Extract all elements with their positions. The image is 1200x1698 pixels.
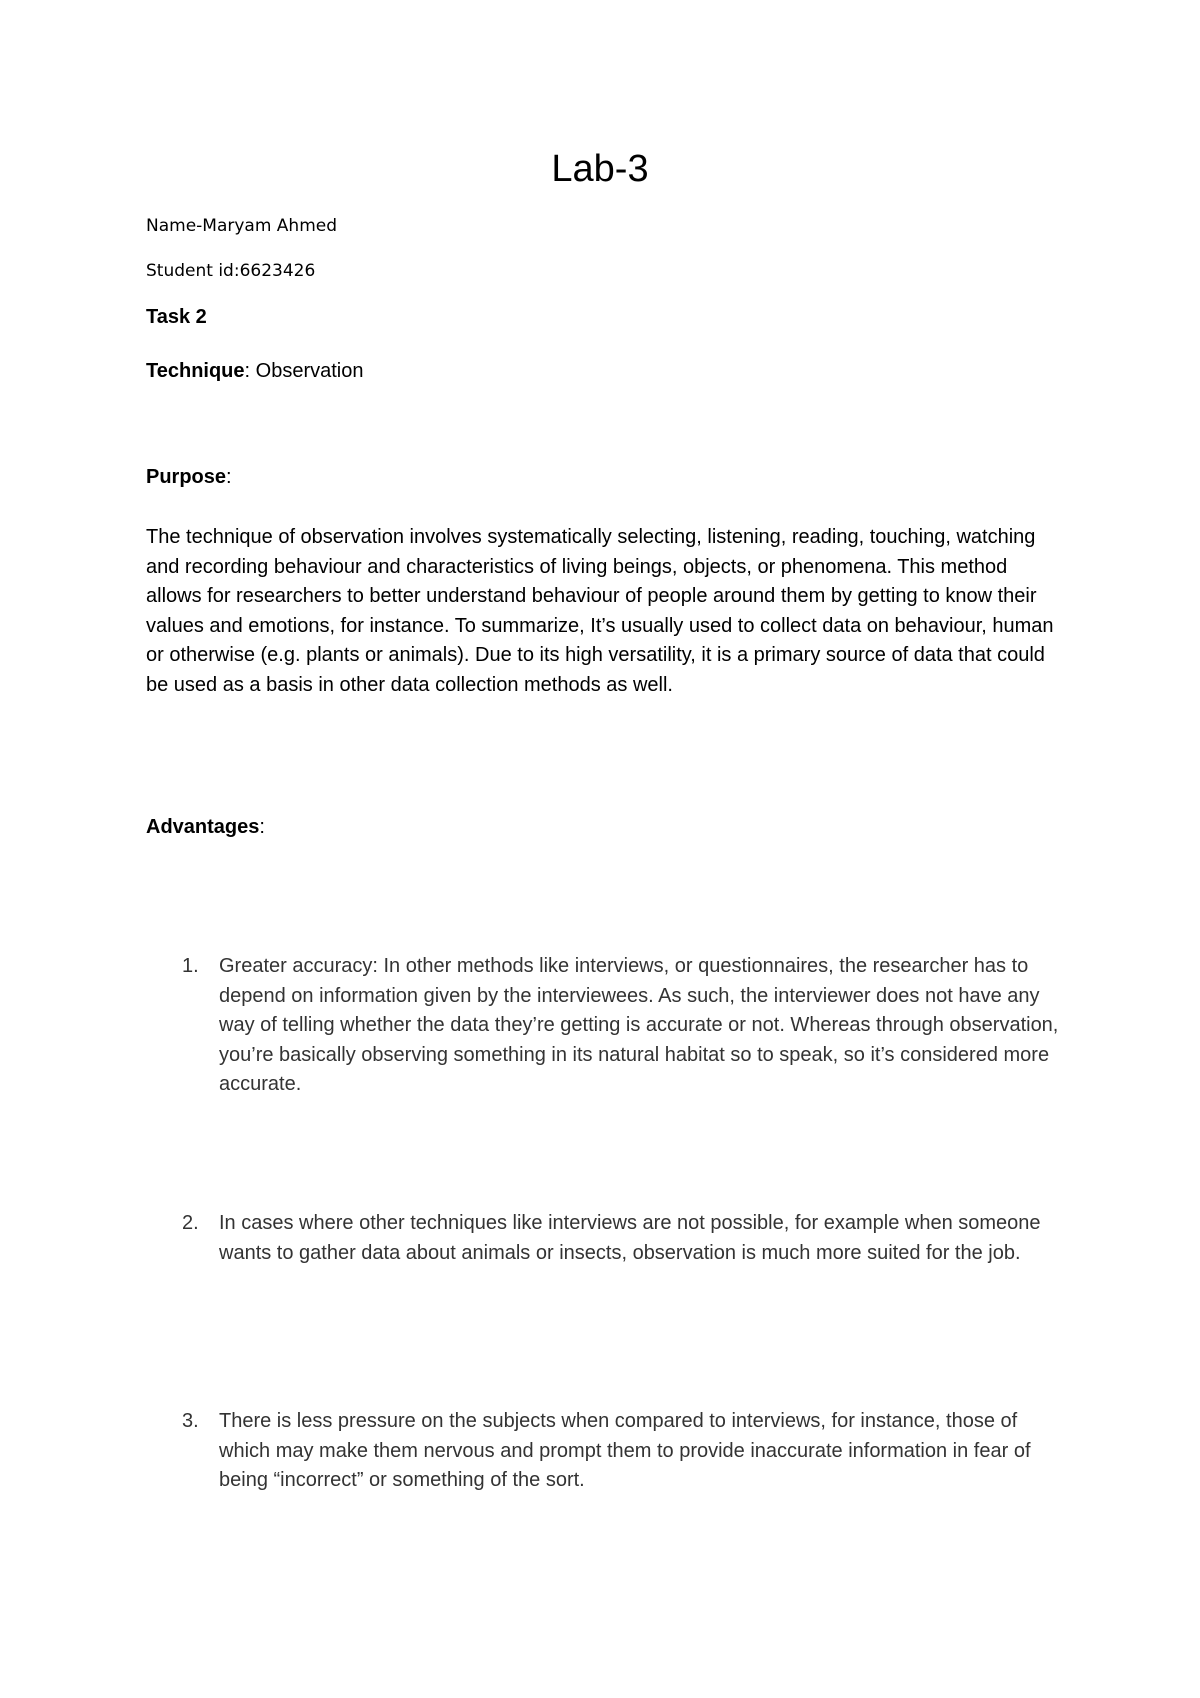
advantages-label: Advantages <box>146 816 260 838</box>
technique-line <box>146 358 363 384</box>
advantage-text: Greater accuracy: In other methods like interviews, or questionnaires, the researcher has to depend on information given by the interviewees. As such, the interviewer does not have any way of telling whether the data they’re getting is accurate or not. Whereas through observation, you’re basically observing something in its natural habitat so to speak, so it’s considered more accurate. <box>219 955 1059 1095</box>
task-heading: Task 2 <box>146 306 207 328</box>
student-name: Name-Maryam Ahmed <box>146 216 338 236</box>
purpose-heading <box>146 464 232 490</box>
list-number: 2. <box>182 1212 199 1234</box>
advantages-colon: : <box>259 816 265 838</box>
technique-label: Technique <box>146 360 245 382</box>
technique-value: : Observation <box>244 360 364 382</box>
advantage-text: There is less pressure on the subjects when compared to interviews, for instance, those of which may make them nervous and prompt them to provide inaccurate information in fear of being “incorrect” or something of the sort. <box>219 1410 1031 1491</box>
student-id: Student id:6623426 <box>146 261 316 281</box>
list-number: 1. <box>182 955 199 977</box>
document-title: Lab-3 <box>551 148 649 190</box>
purpose-colon: : <box>226 466 232 488</box>
advantage-text: In cases where other techniques like interviews are not possible, for example when someone wants to gather data about animals or insects, observation is much more suited for the job. <box>219 1212 1041 1264</box>
advantages-heading <box>146 814 265 840</box>
list-number: 3. <box>182 1410 199 1432</box>
purpose-label: Purpose <box>146 466 227 488</box>
purpose-paragraph: The technique of observation involves systematically selecting, listening, reading, touching, watching and recording behaviour and characteristics of living beings, objects, or phenomena. This method allows for researchers to better understand behaviour of people around them by getting to know their values and emotions, for instance. To summarize, It’s usually used to collect data on behaviour, human or otherwise (e.g. plants or animals). Due to its high versatility, it is a primary source of data that could be used as a basis in other data collection methods as well. <box>146 526 1054 696</box>
